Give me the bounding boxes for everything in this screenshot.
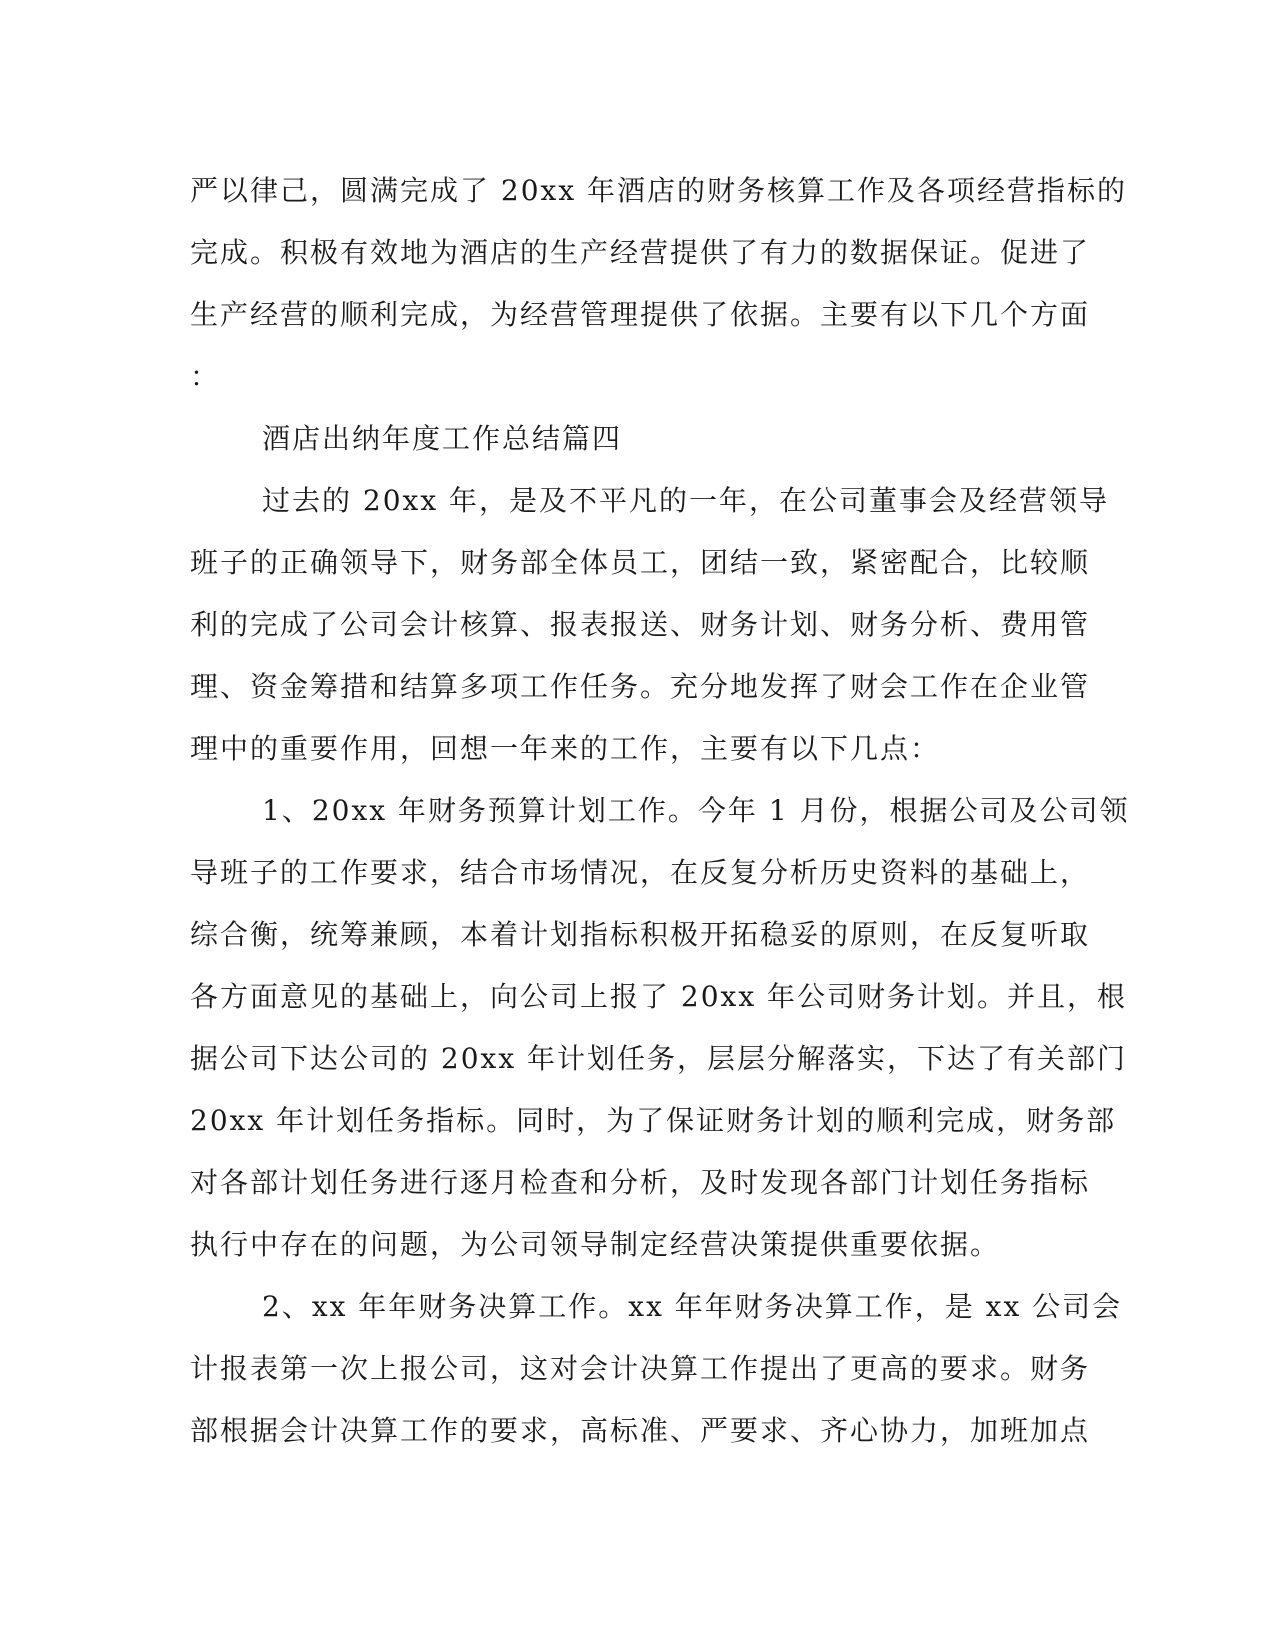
text-line: 20xx 年计划任务指标。同时，为了保证财务计划的顺利完成，财务部 [190, 1104, 1117, 1137]
text-line: 据公司下达公司的 20xx 年计划任务，层层分解落实，下达了有关部门 [190, 1042, 1128, 1075]
text-line: 严以律己，圆满完成了 20xx 年酒店的财务核算工作及各项经营指标的 [190, 174, 1128, 207]
document-body [190, 160, 1130, 1462]
text-line: 完成。积极有效地为酒店的生产经营提供了有力的数据保证。促进了 [190, 236, 1091, 269]
text-line: 1、20xx 年财务预算计划工作。今年 1 月份，根据公司及公司领 [262, 794, 1130, 827]
text-line: 2、xx 年年财务决算工作。xx 年年财务决算工作，是 xx 公司会 [262, 1290, 1123, 1323]
text-line: 班子的正确领导下，财务部全体员工，团结一致，紧密配合，比较顺 [190, 546, 1091, 579]
text-line: 各方面意见的基础上，向公司上报了 20xx 年公司财务计划。并且，根 [190, 980, 1128, 1013]
text-line: 部根据会计决算工作的要求，高标准、严要求、齐心协力，加班加点 [190, 1414, 1091, 1447]
section-heading: 酒店出纳年度工作总结篇四 [262, 422, 623, 455]
text-line: 计报表第一次上报公司，这对会计决算工作提出了更高的要求。财务 [190, 1352, 1091, 1385]
text-line: 导班子的工作要求，结合市场情况，在反复分析历史资料的基础上， [190, 856, 1091, 889]
text-line: ： [190, 360, 221, 393]
text-line: 利的完成了公司会计核算、报表报送、财务计划、财务分析、费用管 [190, 608, 1091, 641]
text-line: 综合衡，统筹兼顾，本着计划指标积极开拓稳妥的原则，在反复听取 [190, 918, 1091, 951]
text-line: 理中的重要作用，回想一年来的工作，主要有以下几点： [190, 732, 941, 765]
text-line: 过去的 20xx 年，是及不平凡的一年，在公司董事会及经营领导 [262, 484, 1110, 517]
text-line: 理、资金筹措和结算多项工作任务。充分地发挥了财会工作在企业管 [190, 670, 1091, 703]
text-line: 执行中存在的问题，为公司领导制定经营决策提供重要依据。 [190, 1228, 1001, 1261]
text-line: 对各部计划任务进行逐月检查和分析，及时发现各部门计划任务指标 [190, 1166, 1091, 1199]
text-line: 生产经营的顺利完成，为经营管理提供了依据。主要有以下几个方面 [190, 298, 1091, 331]
